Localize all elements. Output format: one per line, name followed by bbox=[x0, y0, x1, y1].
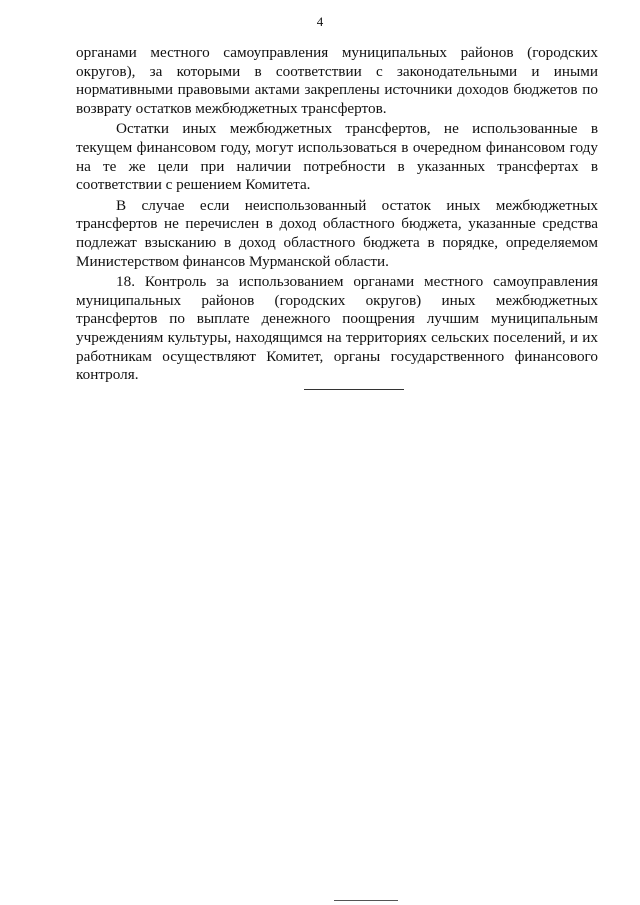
footer-mark-line bbox=[334, 900, 398, 901]
page-number: 4 bbox=[316, 14, 324, 29]
paragraph-remaining-transfers: Остатки иных межбюджетных трансфертов, не использованные в текущем финансовом году, могут использоваться в очередном финансовом году на те же цели при наличии потребности в указанных трансфертах в соответствии с решением Комитета. bbox=[76, 120, 598, 194]
document-body bbox=[76, 44, 598, 387]
paragraph-continuation: органами местного самоуправления муниципальных районов (городских округов), за которыми в соответствии с законодательными и иными нормативными правовыми актами закреплены источники доходов бюджетов по возврату остатков межбюджетных трансфертов. bbox=[76, 44, 598, 117]
paragraph-unused-balance: В случае если неиспользованный остаток иных межбюджетных трансфертов не перечислен в доход областного бюджета, указанные средства подлежат взысканию в доход областного бюджета в порядке, определяемом Министерством финансов Мурманской области. bbox=[76, 196, 598, 270]
end-separator-line bbox=[304, 389, 404, 390]
paragraph-item-18-control: 18. Контроль за использованием органами местного самоуправления муниципальных районов (городских округов) иных межбюджетных трансфертов по выплате денежного поощрения лучшим муниципальным учреждениям культуры, находящимся на территориях сельских поселений, и их работникам осуществляют Комитет, органы государственного финансового контроля. bbox=[76, 273, 598, 384]
